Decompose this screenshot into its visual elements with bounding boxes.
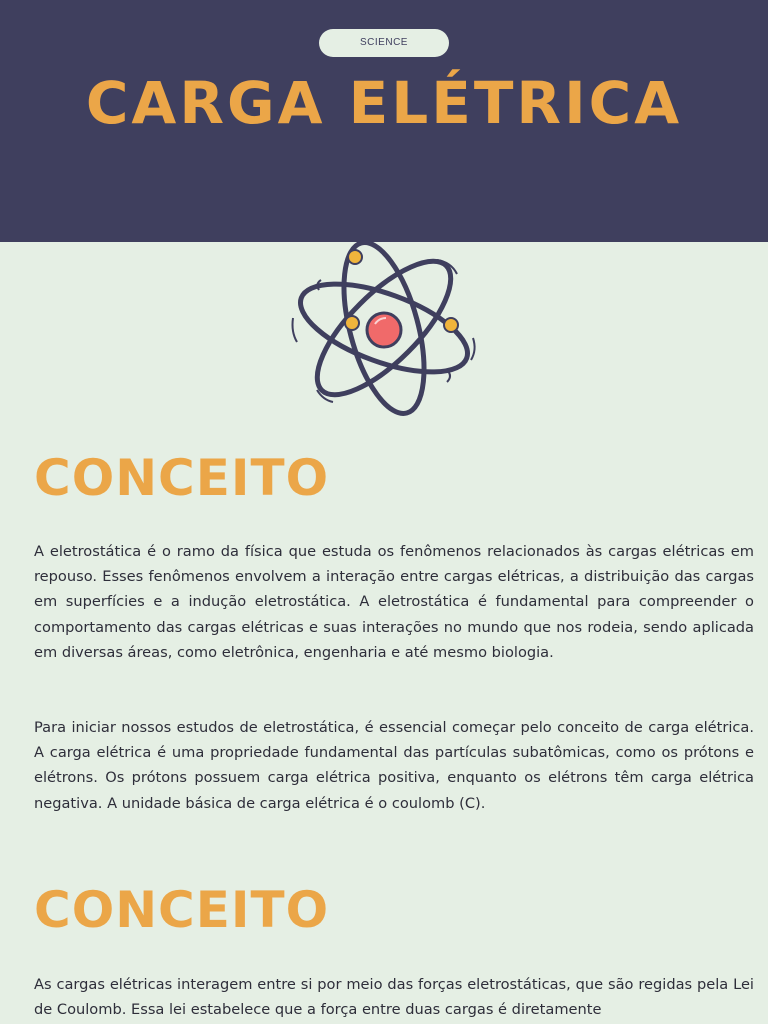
atom-electron [345,316,359,330]
header-banner [0,0,768,242]
atom-icon [287,240,481,416]
category-badge: SCIENCE [319,29,449,57]
body-paragraph: Para iniciar nossos estudos de eletrostática, é essencial começar pelo conceito de carga elétrica. A carga elétrica é uma propriedade fundamental das partículas subatômicas, como os prótons e elétrons. Os prótons possuem carga elétrica positiva, enquanto os elétrons têm carga elétrica negativa. A unidade básica de carga elétrica é o coulomb (C). [34,719,754,812]
body-paragraph: A eletrostática é o ramo da física que estuda os fenômenos relacionados às cargas elétricas em repouso. Esses fenômenos envolvem a interação entre cargas elétricas, a distribuição das cargas em superfícies e a indução eletrostática. A eletrostática é fundamental para compreender o comportamento das cargas elétricas e suas interações no mundo que nos rodeia, sendo aplicada em diversas áreas, como eletrônica, engenharia e até mesmo biologia. [34,543,754,661]
body-paragraph: As cargas elétricas interagem entre si por meio das forças eletrostáticas, que são regidas pela Lei de Coulomb. Essa lei estabelece que a força entre duas cargas é diretamente [34,976,754,1019]
section-heading: CONCEITO [34,449,330,507]
atom-electron [348,250,362,264]
section-heading: CONCEITO [34,881,330,939]
page-title: CARGA ELÉTRICA [85,69,683,137]
atom-electron [444,318,458,332]
